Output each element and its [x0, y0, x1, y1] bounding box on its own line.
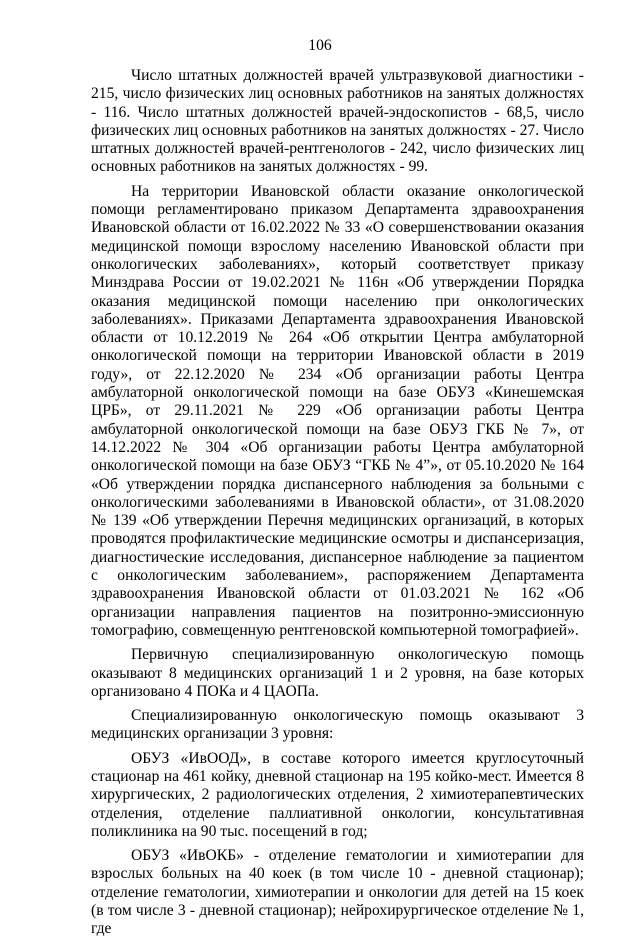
page-number: 106	[308, 37, 332, 54]
document-body	[91, 67, 584, 939]
paragraph-ivokb: ОБУЗ «ИвОКБ» - отделение гематологии и химиотерапии для взрослых больных на 40 коек (в том числе 10 - дневной стационар); отделение гематологии, химиотерапии и онкологии для детей на 15 коек (в том числе 3 - дневной стационар); нейрохирургическое отделение № 1, где	[91, 847, 584, 938]
paragraph-oncology-regulation: На территории Ивановской области оказание онкологической помощи регламентировано приказом Департамента здравоохранения Ивановской области от 16.02.2022 № 33 «О совершенствовании оказания медицинской помощи взрослому населению Ивановской области при онкологических заболеваниях», который соответствует приказу Минздрава России от 19.02.2021 № 116н «Об утверждении Порядка оказания медицинской помощи населению при онкологических заболеваниях». Приказами Департамента здравоохранения Ивановской области от 10.12.2019 № 264 «Об открытии Центра амбулаторной онкологической помощи на территории Ивановской области в 2019 году», от 22.12.2020 № 234 «Об организации работы Центра амбулаторной онкологической помощи на базе ОБУЗ «Кинешемская ЦРБ», от 29.11.2021 № 229 «Об организации работы Центра амбулаторной онкологической помощи на базе ОБУЗ ГКБ № 7», от 14.12.2022 № 304 «Об организации работы Центра амбулаторной онкологической помощи на базе ОБУЗ “ГКБ № 4”», от 05.10.2020 № 164 «Об утверждении порядка диспансерного наблюдения за больными с онкологическими заболеваниями в Ивановской области», от 31.08.2020 № 139 «Об утверждении Перечня медицинских организаций, в которых проводятся профилактические медицинские осмотры и диспансеризация, диагностические исследования, диспансерное наблюдение за пациентом с онкологическим заболеванием», распоряжением Департамента здравоохранения Ивановской области от 01.03.2021 № 162 «Об организации направления пациентов на позитронно-эмиссионную томографию, совмещенную рентгеновской компьютерной томографией».	[91, 182, 584, 639]
paragraph-ivood: ОБУЗ «ИвООД», в составе которого имеется круглосуточный стационар на 461 койку, дневной стационар на 195 койко-мест. Имеется 8 хирургических, 2 радиологических отделения, 2 химиотерапевтических отделения, отделение паллиативной онкологии, консультативная поликлиника на 90 тыс. посещений в год;	[91, 749, 584, 840]
paragraph-primary-care: Первичную специализированную онкологическую помощь оказывают 8 медицинских организаций 1 и 2 уровня, на базе которых организовано 4 ПОКа и 4 ЦАОПа.	[91, 646, 584, 700]
paragraph-diagnostic-staff: Число штатных должностей врачей ультразвуковой диагностики - 215, число физических лиц основных работников на занятых должностях - 116. Число штатных должностей врачей-эндоскопистов - 68,5, число физических лиц основных работников на занятых должностях - 27. Число штатных должностей врачей-рентгенологов - 242, число физических лиц основных работников на занятых должностях - 99.	[91, 67, 584, 176]
paragraph-specialized-care: Специализированную онкологическую помощь оказывают 3 медицинских организации 3 уровня:	[91, 707, 584, 743]
